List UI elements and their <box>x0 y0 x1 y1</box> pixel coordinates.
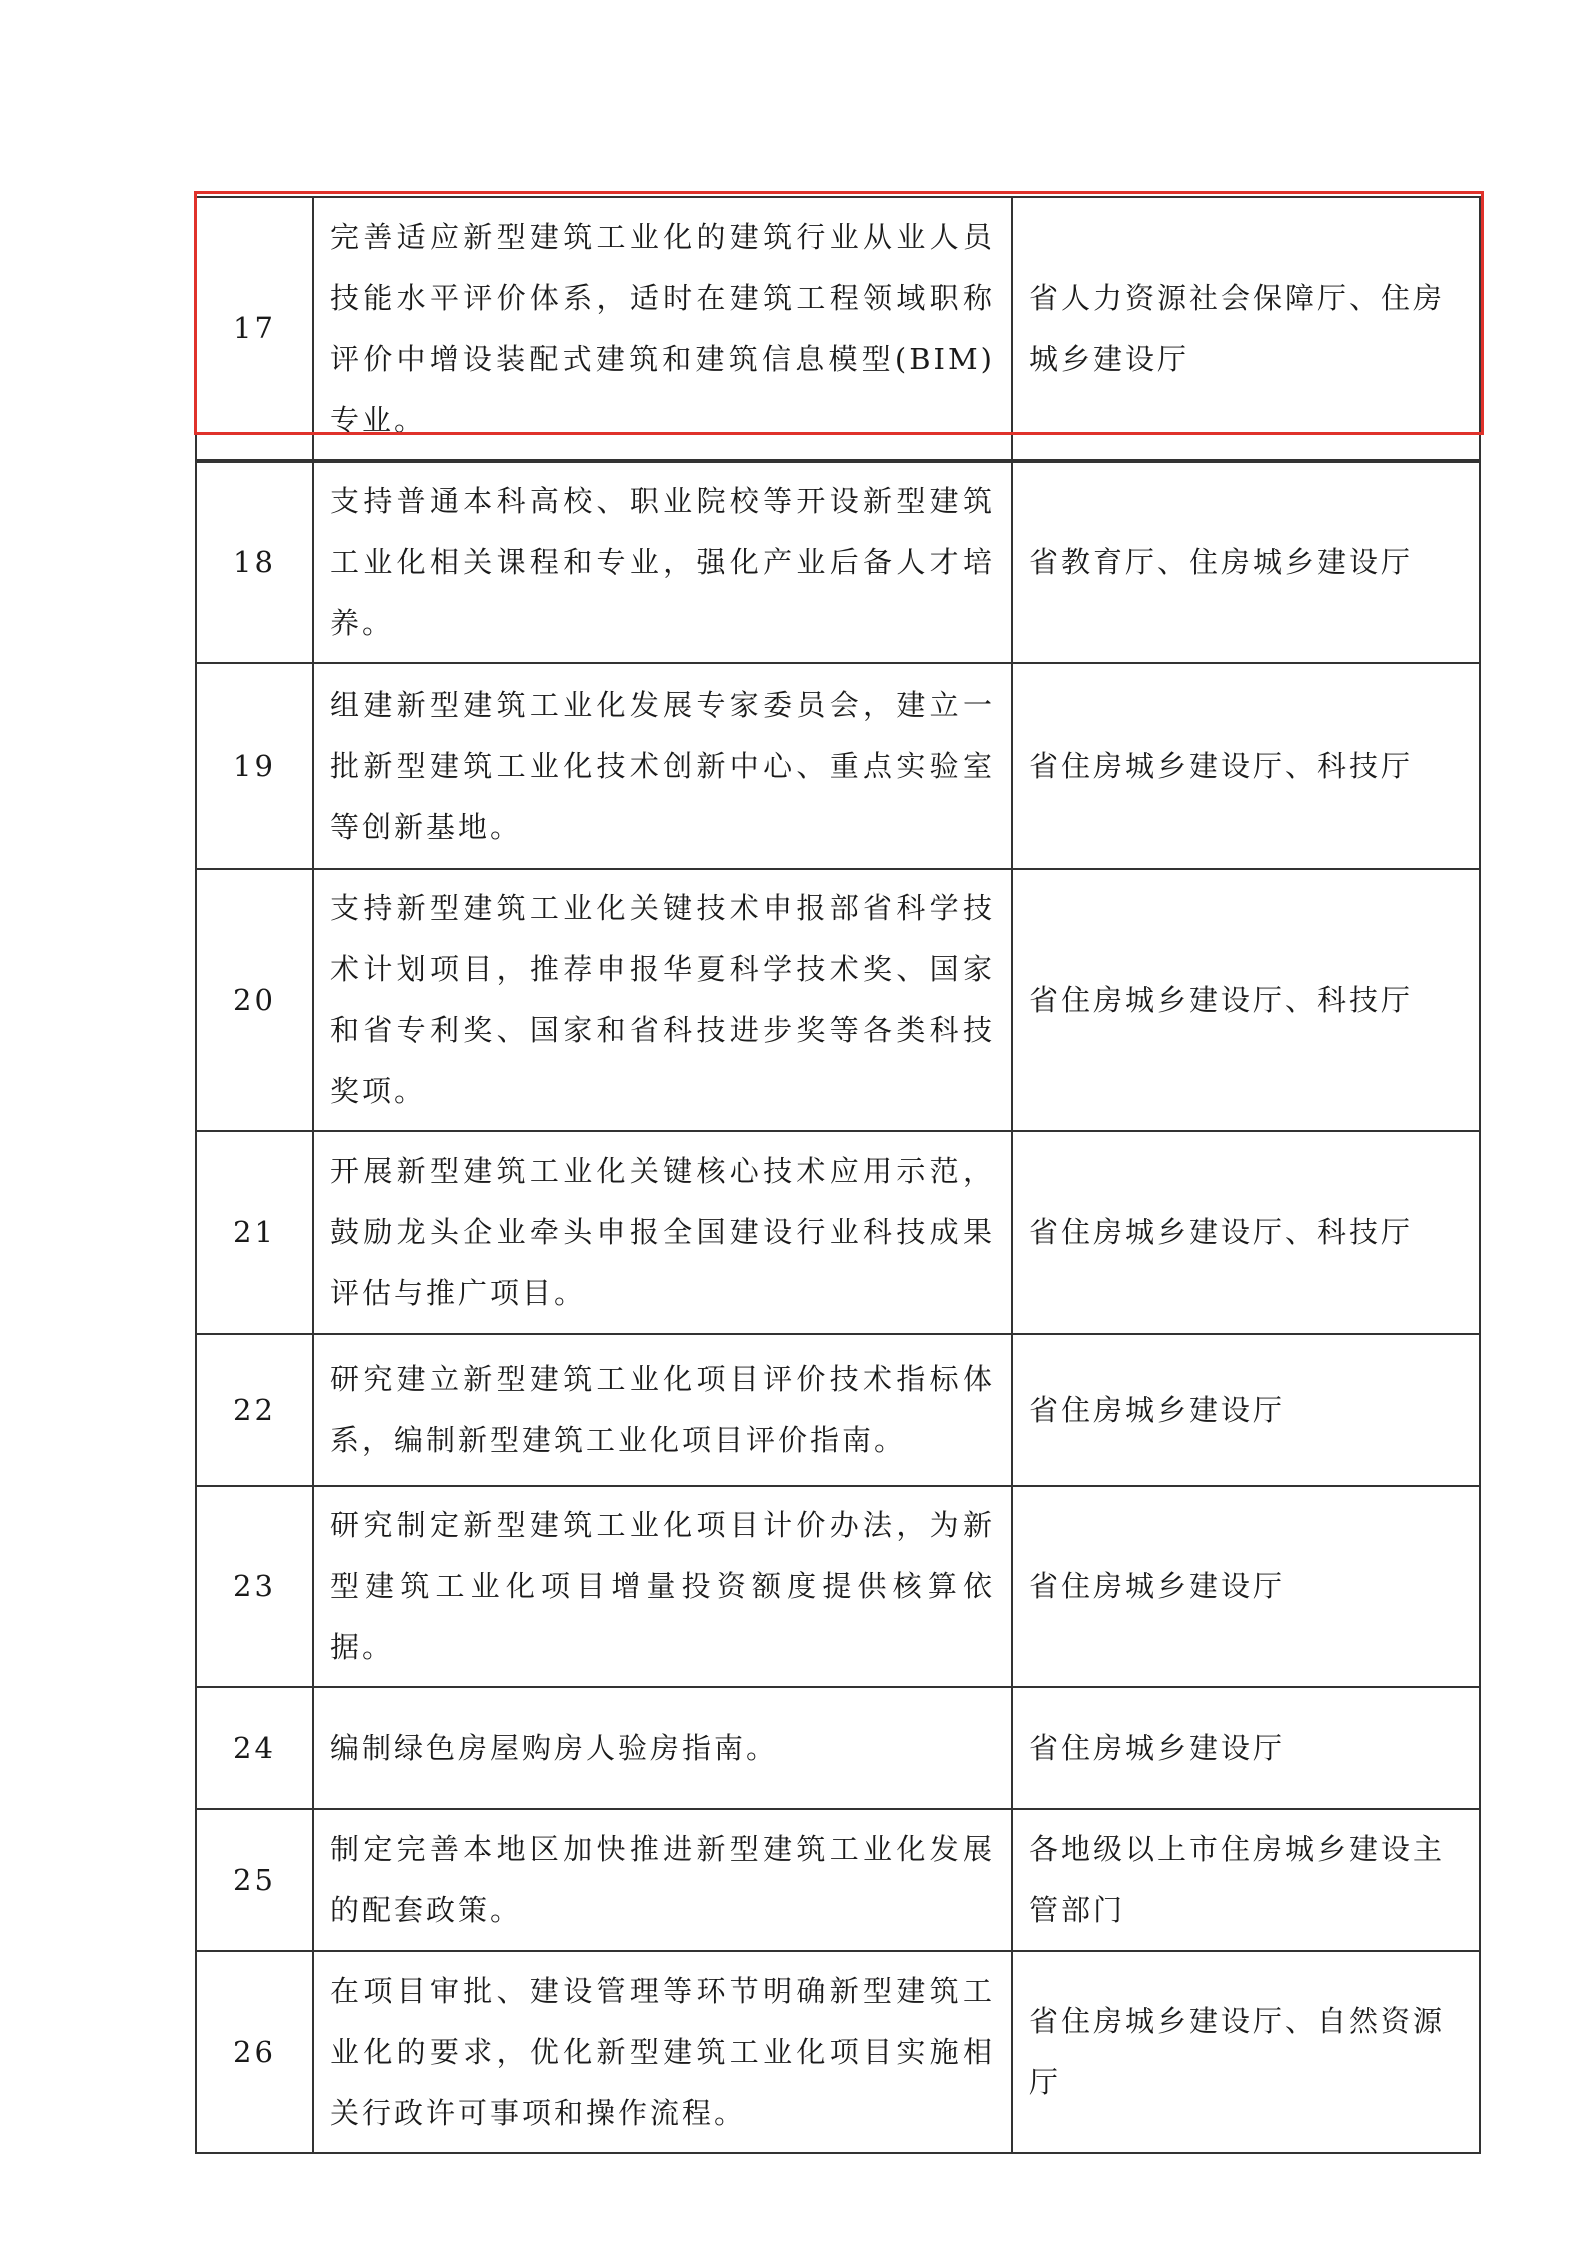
task-description: 支持普通本科高校、职业院校等开设新型建筑工业化相关课程和专业，强化产业后备人才培养。 <box>313 462 1012 663</box>
responsible-department: 省人力资源社会保障厅、住房城乡建设厅 <box>1012 197 1480 460</box>
table-row <box>196 663 1480 869</box>
table-row <box>196 1951 1480 2153</box>
responsible-department: 省住房城乡建设厅、科技厅 <box>1012 1131 1480 1334</box>
row-number: 18 <box>196 462 313 663</box>
row-number: 24 <box>196 1687 313 1809</box>
task-table <box>195 196 1481 2154</box>
responsible-department: 省住房城乡建设厅、自然资源厅 <box>1012 1951 1480 2153</box>
task-description: 研究建立新型建筑工业化项目评价技术指标体系，编制新型建筑工业化项目评价指南。 <box>313 1334 1012 1486</box>
task-description: 制定完善本地区加快推进新型建筑工业化发展的配套政策。 <box>313 1809 1012 1951</box>
row-number: 26 <box>196 1951 313 2153</box>
responsible-department: 省教育厅、住房城乡建设厅 <box>1012 462 1480 663</box>
row-number: 21 <box>196 1131 313 1334</box>
task-description: 组建新型建筑工业化发展专家委员会，建立一批新型建筑工业化技术创新中心、重点实验室等创新基地。 <box>313 663 1012 869</box>
table-row <box>196 1334 1480 1486</box>
task-description: 在项目审批、建设管理等环节明确新型建筑工业化的要求，优化新型建筑工业化项目实施相关行政许可事项和操作流程。 <box>313 1951 1012 2153</box>
responsible-department: 各地级以上市住房城乡建设主管部门 <box>1012 1809 1480 1951</box>
row-number: 23 <box>196 1486 313 1687</box>
task-description: 开展新型建筑工业化关键核心技术应用示范，鼓励龙头企业牵头申报全国建设行业科技成果评估与推广项目。 <box>313 1131 1012 1334</box>
table-row <box>196 1486 1480 1687</box>
task-description: 研究制定新型建筑工业化项目计价办法，为新型建筑工业化项目增量投资额度提供核算依据。 <box>313 1486 1012 1687</box>
responsible-department: 省住房城乡建设厅 <box>1012 1334 1480 1486</box>
task-description: 支持新型建筑工业化关键技术申报部省科学技术计划项目，推荐申报华夏科学技术奖、国家和省专利奖、国家和省科技进步奖等各类科技奖项。 <box>313 869 1012 1131</box>
responsible-department: 省住房城乡建设厅、科技厅 <box>1012 869 1480 1131</box>
table-row <box>196 1687 1480 1809</box>
table-row <box>196 462 1480 663</box>
row-number: 20 <box>196 869 313 1131</box>
task-description: 编制绿色房屋购房人验房指南。 <box>313 1687 1012 1809</box>
responsible-department: 省住房城乡建设厅 <box>1012 1486 1480 1687</box>
task-description: 完善适应新型建筑工业化的建筑行业从业人员技能水平评价体系，适时在建筑工程领域职称评价中增设装配式建筑和建筑信息模型(BIM)专业。 <box>313 197 1012 460</box>
row-number: 19 <box>196 663 313 869</box>
row-number: 22 <box>196 1334 313 1486</box>
row-number: 25 <box>196 1809 313 1951</box>
responsible-department: 省住房城乡建设厅、科技厅 <box>1012 663 1480 869</box>
responsible-department: 省住房城乡建设厅 <box>1012 1687 1480 1809</box>
task-table-container <box>195 196 1479 2154</box>
row-number: 17 <box>196 197 313 460</box>
table-row <box>196 1131 1480 1334</box>
table-row <box>196 1809 1480 1951</box>
table-row <box>196 197 1480 460</box>
table-row <box>196 869 1480 1131</box>
